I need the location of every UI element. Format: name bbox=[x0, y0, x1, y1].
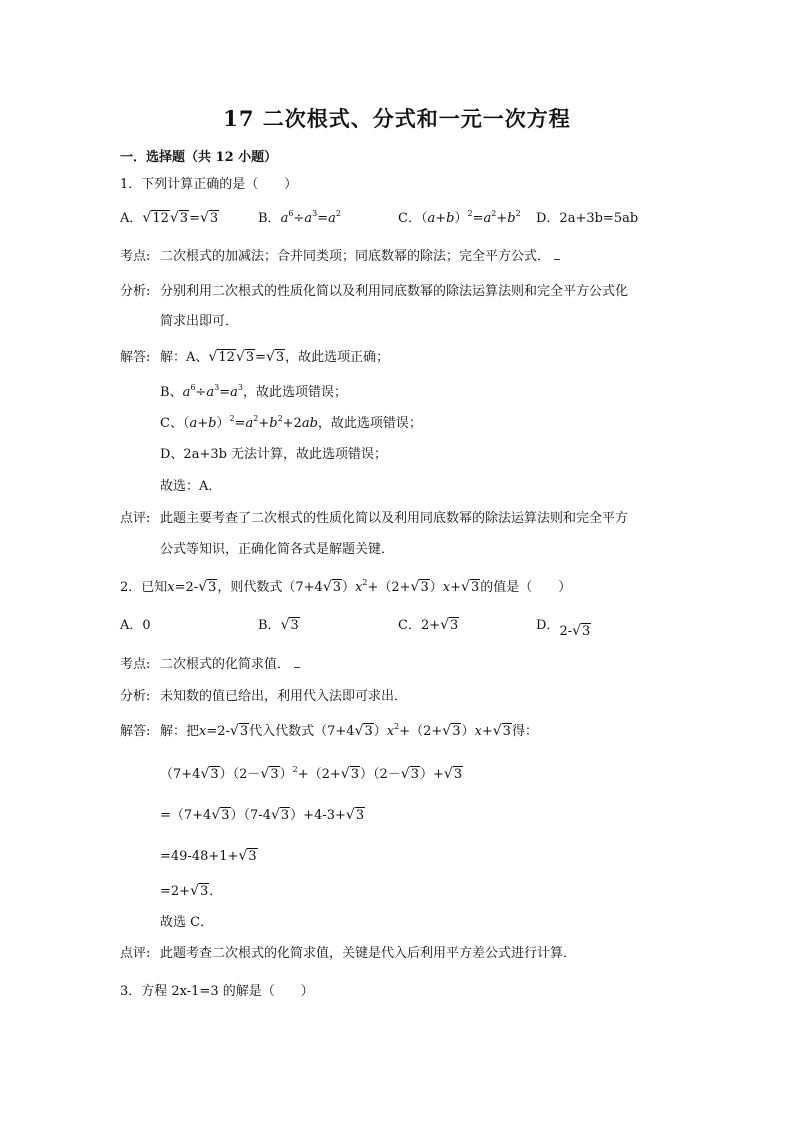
q2-jieda: 解答: 解：把x=2-√3代入代数式$(7+4√3)x^2+(2+√3)x+√3$得： bbox=[120, 722, 538, 739]
q2-step-4: =2+√3． bbox=[160, 883, 223, 899]
q2-option-a: A．0 bbox=[120, 618, 151, 633]
q1-dianping-cont: 公式等知识，正确化简各式是解题关键． bbox=[160, 542, 395, 557]
page-title: 17 二次根式、分式和一元一次方程 bbox=[223, 106, 571, 131]
q1-stem: 1．下列计算正确的是（ ） bbox=[120, 177, 298, 192]
q2-dianping: 点评: 此题考查二次根式的化简求值，关键是代入后利用平方差公式进行计算． bbox=[120, 946, 577, 961]
q2-step-1: $(7+4√3)(2-√3)^2+(2+√3)(2-√3)+√3$ bbox=[160, 765, 463, 782]
q2-step-3: =49-48+1+√3 bbox=[160, 848, 257, 864]
q1-fenxi: 分析: 分别利用二次根式的性质化简以及利用同底数幂的除法运算法则和完全平方公式化 bbox=[120, 284, 629, 299]
q1-choose: 故选：A． bbox=[160, 479, 222, 494]
q1-option-a: A．√12√3=√3 bbox=[120, 210, 219, 226]
q1-jieda-d: D、2a+3b 无法计算，故此选项错误； bbox=[160, 447, 388, 462]
q1-jieda-b: B、$a^6\div a^3=a^3$，故此选项错误； bbox=[160, 383, 347, 400]
q1-option-b: B．$a^6\div a^3=a^2$ bbox=[258, 209, 341, 226]
q2-kaodian: 考点: 二次根式的化简求值． bbox=[120, 656, 300, 674]
q1-jieda-a: 解答: 解：A、√12√3=√3，故此选项正确； bbox=[120, 349, 390, 365]
q1-kaodian: 考点: 二次根式的加减法；合并同类项；同底数幂的除法；完全平方公式． bbox=[120, 248, 560, 266]
q1-dianping: 点评: 此题主要考查了二次根式的性质化简以及利用同底数幂的除法运算法则和完全平方 bbox=[120, 511, 629, 526]
q2-option-b: B．√3 bbox=[258, 617, 299, 633]
q1-option-d: D．2a+3b=5ab bbox=[536, 211, 639, 226]
q2-choose: 故选 C． bbox=[160, 915, 214, 930]
q1-jieda-c: C、$(a+b)^2=a^2+b^2+2ab$，故此选项错误； bbox=[160, 414, 422, 431]
q2-fenxi: 分析: 未知数的值已给出，利用代入法即可求出． bbox=[120, 689, 408, 704]
q2-stem: 2．已知x=2-√3，则代数式$(7+4√3)x^2+(2+√3)x+√3$的值是（ ） bbox=[120, 578, 572, 595]
q2-option-d: D．2-√3 bbox=[536, 618, 591, 639]
section-heading: 一．选择题（共 12 小题） bbox=[120, 150, 278, 165]
q1-option-c: C．$(a+b)^2=a^2+b^2$ bbox=[398, 209, 521, 226]
q2-option-c: C．2+√3 bbox=[398, 617, 459, 633]
q2-step-2: =（7+4√3）（7-4√3）+4-3+√3 bbox=[160, 807, 365, 823]
q1-fenxi-cont: 简求出即可． bbox=[160, 314, 239, 329]
q3-stem: 3．方程 2x-1=3 的解是（ ） bbox=[120, 984, 314, 999]
